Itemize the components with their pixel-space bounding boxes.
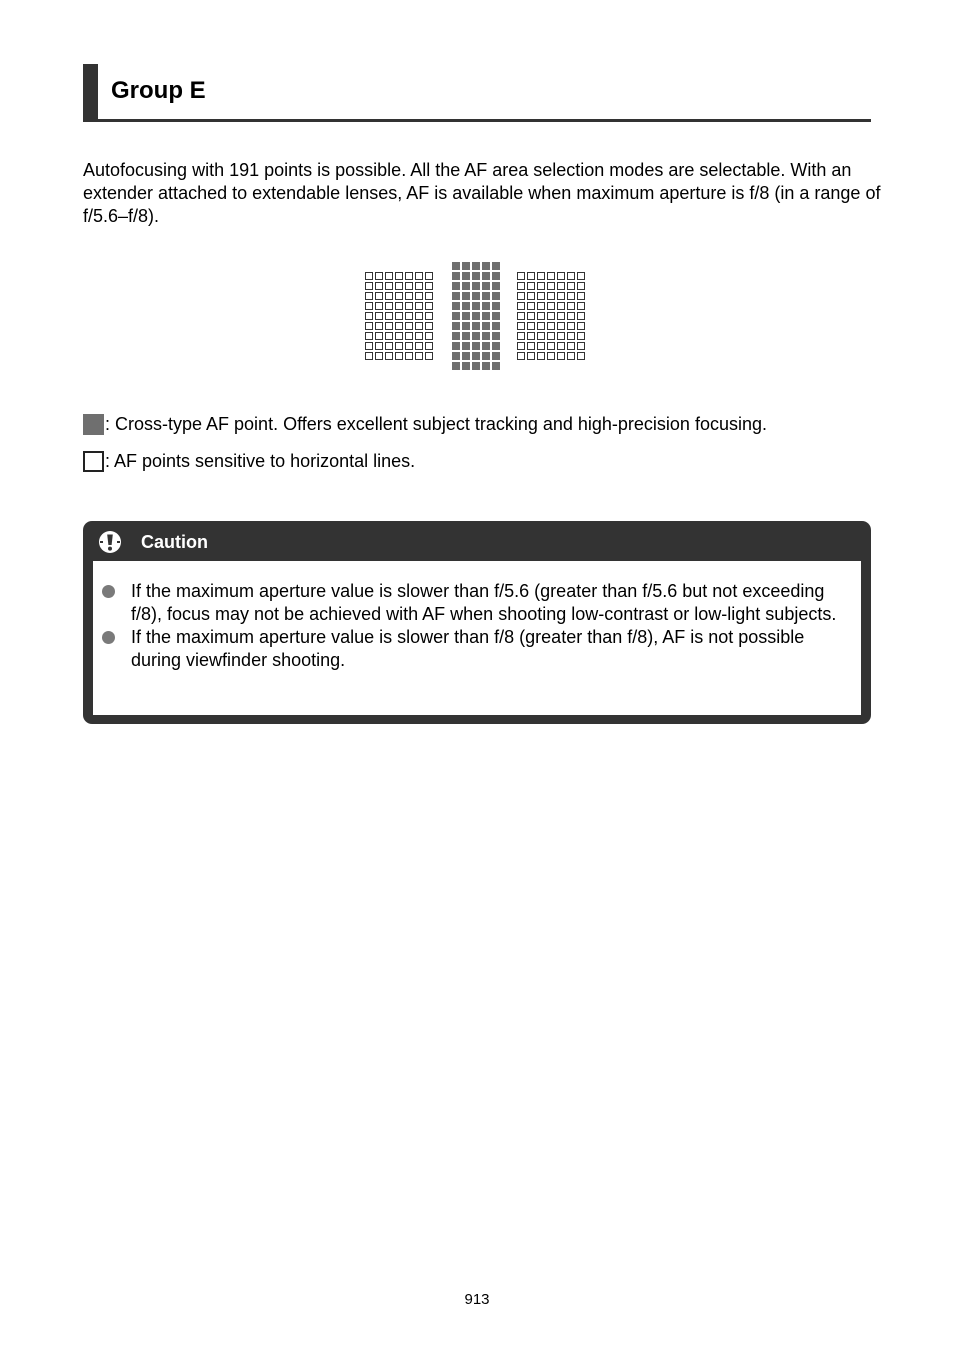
af-point-horizontal: [385, 332, 393, 340]
af-point-horizontal: [567, 282, 575, 290]
af-point-cross-type: [472, 322, 480, 330]
af-point-horizontal: [577, 312, 585, 320]
af-point-horizontal: [557, 302, 565, 310]
af-point-horizontal: [567, 352, 575, 360]
af-point-horizontal: [415, 302, 423, 310]
af-point-horizontal: [365, 302, 373, 310]
af-point-cross-type: [452, 302, 460, 310]
af-point-horizontal: [577, 352, 585, 360]
af-point-horizontal: [395, 322, 403, 330]
af-point-horizontal: [405, 272, 413, 280]
page-number: 913: [464, 1291, 490, 1308]
af-point-horizontal: [547, 312, 555, 320]
af-point-horizontal: [517, 322, 525, 330]
af-point-horizontal: [415, 312, 423, 320]
af-point-cross-type: [482, 312, 490, 320]
af-point-horizontal: [415, 342, 423, 350]
legend-cross-type: [83, 413, 767, 436]
af-point-horizontal: [547, 332, 555, 340]
af-point-cross-type: [482, 272, 490, 280]
af-point-horizontal: [405, 282, 413, 290]
af-point-horizontal: [517, 352, 525, 360]
legend-cross-type-text: : Cross-type AF point. Offers excellent subject tracking and high-precision focusing.: [105, 414, 767, 434]
af-point-cross-type: [452, 342, 460, 350]
intro-paragraph: Autofocusing with 191 points is possible. All the AF area selection modes are selectable. With an extender attached to extendable lenses, AF is available when maximum aperture is f/8 (in a range of f/5.6–f/8).: [83, 160, 881, 226]
af-point-horizontal: [395, 302, 403, 310]
af-point-horizontal: [385, 342, 393, 350]
af-point-horizontal: [405, 312, 413, 320]
af-point-horizontal: [425, 302, 433, 310]
af-point-horizontal: [517, 312, 525, 320]
af-point-horizontal: [517, 272, 525, 280]
legend-horizontal: [83, 450, 415, 473]
af-point-cross-type: [472, 342, 480, 350]
af-point-cross-type: [452, 282, 460, 290]
af-point-horizontal: [425, 292, 433, 300]
af-point-horizontal: [385, 282, 393, 290]
af-point-horizontal: [395, 342, 403, 350]
af-point-horizontal: [537, 282, 545, 290]
af-point-horizontal: [517, 332, 525, 340]
list-item: [93, 580, 861, 626]
af-point-cross-type: [462, 292, 470, 300]
section-heading: [83, 64, 871, 122]
af-point-horizontal: [405, 332, 413, 340]
af-point-horizontal: [557, 282, 565, 290]
af-point-horizontal: [557, 352, 565, 360]
af-point-horizontal: [385, 322, 393, 330]
af-point-cross-type: [462, 332, 470, 340]
af-point-horizontal: [405, 342, 413, 350]
af-point-cross-type: [492, 352, 500, 360]
af-point-cross-type: [472, 292, 480, 300]
af-point-horizontal: [405, 292, 413, 300]
af-point-cross-type: [472, 332, 480, 340]
af-point-cross-type: [482, 342, 490, 350]
af-point-horizontal: [405, 352, 413, 360]
caution-title: Caution: [141, 532, 208, 552]
af-point-horizontal: [527, 342, 535, 350]
af-point-horizontal: [517, 282, 525, 290]
af-point-horizontal: [527, 332, 535, 340]
caution-box: [83, 521, 871, 724]
af-point-cross-type: [462, 342, 470, 350]
af-grid-right: [517, 272, 585, 360]
caution-item-text: If the maximum aperture value is slower than f/5.6 (greater than f/5.6 but not exceeding f/8), focus may not be achieved with AF when shooting low-contrast or low-light subjects.: [131, 581, 837, 624]
af-point-horizontal: [385, 312, 393, 320]
horizontal-swatch-icon: [83, 451, 104, 472]
caution-item-text: If the maximum aperture value is slower than f/8 (greater than f/8), AF is not possible during viewfinder shooting.: [131, 627, 805, 670]
af-point-horizontal: [425, 272, 433, 280]
af-grid-left: [365, 272, 433, 360]
af-point-horizontal: [577, 292, 585, 300]
af-point-horizontal: [537, 292, 545, 300]
af-point-cross-type: [482, 302, 490, 310]
af-point-cross-type: [492, 292, 500, 300]
af-point-horizontal: [537, 332, 545, 340]
af-point-horizontal: [547, 282, 555, 290]
af-point-horizontal: [547, 272, 555, 280]
af-point-cross-type: [482, 352, 490, 360]
af-point-cross-type: [452, 312, 460, 320]
legend-horizontal-text: : AF points sensitive to horizontal lines.: [105, 451, 416, 471]
af-point-cross-type: [462, 322, 470, 330]
af-point-cross-type: [462, 302, 470, 310]
af-point-horizontal: [365, 342, 373, 350]
af-grid-center: [452, 262, 500, 370]
af-point-cross-type: [492, 332, 500, 340]
af-point-horizontal: [577, 282, 585, 290]
af-point-horizontal: [405, 322, 413, 330]
af-point-cross-type: [452, 262, 460, 270]
af-point-horizontal: [365, 322, 373, 330]
af-point-horizontal: [415, 292, 423, 300]
af-point-cross-type: [472, 262, 480, 270]
af-point-horizontal: [425, 332, 433, 340]
af-point-cross-type: [462, 312, 470, 320]
af-point-horizontal: [395, 312, 403, 320]
af-point-cross-type: [472, 362, 480, 370]
af-point-cross-type: [482, 292, 490, 300]
af-point-cross-type: [452, 352, 460, 360]
af-point-horizontal: [567, 312, 575, 320]
af-point-horizontal: [375, 332, 383, 340]
cross-type-swatch-icon: [83, 414, 104, 435]
af-point-horizontal: [375, 302, 383, 310]
page-title: Group E: [111, 77, 206, 104]
af-point-cross-type: [452, 362, 460, 370]
af-point-horizontal: [395, 332, 403, 340]
af-point-cross-type: [492, 302, 500, 310]
caution-exclamation-icon: [98, 530, 122, 554]
af-point-horizontal: [527, 352, 535, 360]
af-point-horizontal: [547, 322, 555, 330]
af-point-horizontal: [375, 292, 383, 300]
heading-accent-bar: [83, 64, 98, 119]
af-point-horizontal: [375, 322, 383, 330]
af-point-horizontal: [547, 302, 555, 310]
af-point-horizontal: [547, 292, 555, 300]
af-point-cross-type: [472, 302, 480, 310]
af-point-cross-type: [482, 362, 490, 370]
af-point-cross-type: [462, 352, 470, 360]
af-point-cross-type: [482, 282, 490, 290]
caution-header: [83, 521, 871, 561]
af-point-cross-type: [452, 332, 460, 340]
af-point-horizontal: [527, 322, 535, 330]
caution-list: [93, 580, 861, 672]
af-point-horizontal: [537, 322, 545, 330]
af-point-horizontal: [547, 342, 555, 350]
af-point-horizontal: [415, 352, 423, 360]
af-point-horizontal: [425, 342, 433, 350]
af-point-horizontal: [557, 342, 565, 350]
bullet-dot-icon: [102, 585, 115, 598]
af-point-horizontal: [415, 282, 423, 290]
af-point-horizontal: [567, 272, 575, 280]
af-point-horizontal: [385, 292, 393, 300]
af-point-horizontal: [375, 352, 383, 360]
af-point-horizontal: [395, 282, 403, 290]
af-point-cross-type: [472, 282, 480, 290]
af-point-horizontal: [537, 342, 545, 350]
af-point-cross-type: [452, 322, 460, 330]
af-point-cross-type: [462, 272, 470, 280]
af-point-horizontal: [537, 352, 545, 360]
af-point-horizontal: [567, 342, 575, 350]
af-point-cross-type: [492, 322, 500, 330]
af-point-horizontal: [537, 302, 545, 310]
af-point-horizontal: [557, 322, 565, 330]
af-point-horizontal: [425, 282, 433, 290]
af-point-cross-type: [472, 272, 480, 280]
af-point-cross-type: [482, 332, 490, 340]
af-point-cross-type: [482, 262, 490, 270]
af-point-horizontal: [527, 282, 535, 290]
af-point-horizontal: [365, 282, 373, 290]
af-point-horizontal: [425, 352, 433, 360]
af-point-horizontal: [537, 312, 545, 320]
af-point-cross-type: [492, 262, 500, 270]
af-point-horizontal: [375, 342, 383, 350]
af-point-horizontal: [517, 342, 525, 350]
af-point-cross-type: [472, 352, 480, 360]
af-point-horizontal: [557, 292, 565, 300]
af-point-horizontal: [385, 272, 393, 280]
af-point-horizontal: [415, 322, 423, 330]
af-point-cross-type: [472, 312, 480, 320]
af-point-cross-type: [482, 322, 490, 330]
af-point-horizontal: [557, 312, 565, 320]
af-point-horizontal: [365, 292, 373, 300]
af-point-horizontal: [375, 312, 383, 320]
af-point-horizontal: [365, 332, 373, 340]
af-point-horizontal: [577, 272, 585, 280]
af-point-horizontal: [527, 312, 535, 320]
af-point-horizontal: [577, 302, 585, 310]
af-point-horizontal: [375, 272, 383, 280]
af-point-cross-type: [462, 262, 470, 270]
af-points-diagram: [365, 262, 591, 374]
af-point-cross-type: [492, 282, 500, 290]
af-point-horizontal: [537, 272, 545, 280]
af-point-horizontal: [405, 302, 413, 310]
af-point-horizontal: [527, 272, 535, 280]
af-point-cross-type: [492, 342, 500, 350]
af-point-horizontal: [375, 282, 383, 290]
af-point-cross-type: [462, 362, 470, 370]
af-point-horizontal: [385, 352, 393, 360]
af-point-horizontal: [425, 312, 433, 320]
af-point-horizontal: [547, 352, 555, 360]
af-point-horizontal: [395, 272, 403, 280]
af-point-horizontal: [567, 292, 575, 300]
af-point-horizontal: [365, 352, 373, 360]
af-point-horizontal: [517, 302, 525, 310]
af-point-horizontal: [567, 302, 575, 310]
af-point-horizontal: [577, 322, 585, 330]
af-point-horizontal: [425, 322, 433, 330]
af-point-cross-type: [492, 312, 500, 320]
af-point-horizontal: [365, 312, 373, 320]
af-point-horizontal: [577, 332, 585, 340]
af-point-horizontal: [517, 292, 525, 300]
af-point-cross-type: [452, 272, 460, 280]
af-point-horizontal: [557, 332, 565, 340]
caution-body: [93, 561, 861, 715]
af-point-horizontal: [527, 292, 535, 300]
af-point-horizontal: [365, 272, 373, 280]
af-point-horizontal: [415, 272, 423, 280]
af-point-cross-type: [452, 292, 460, 300]
af-point-horizontal: [527, 302, 535, 310]
af-point-cross-type: [462, 282, 470, 290]
bullet-dot-icon: [102, 631, 115, 644]
af-point-horizontal: [557, 272, 565, 280]
af-point-horizontal: [385, 302, 393, 310]
af-point-horizontal: [577, 342, 585, 350]
af-point-horizontal: [395, 292, 403, 300]
af-point-cross-type: [492, 362, 500, 370]
af-point-horizontal: [415, 332, 423, 340]
af-point-horizontal: [567, 322, 575, 330]
af-point-cross-type: [492, 272, 500, 280]
af-point-horizontal: [567, 332, 575, 340]
af-point-horizontal: [395, 352, 403, 360]
list-item: [93, 626, 861, 672]
